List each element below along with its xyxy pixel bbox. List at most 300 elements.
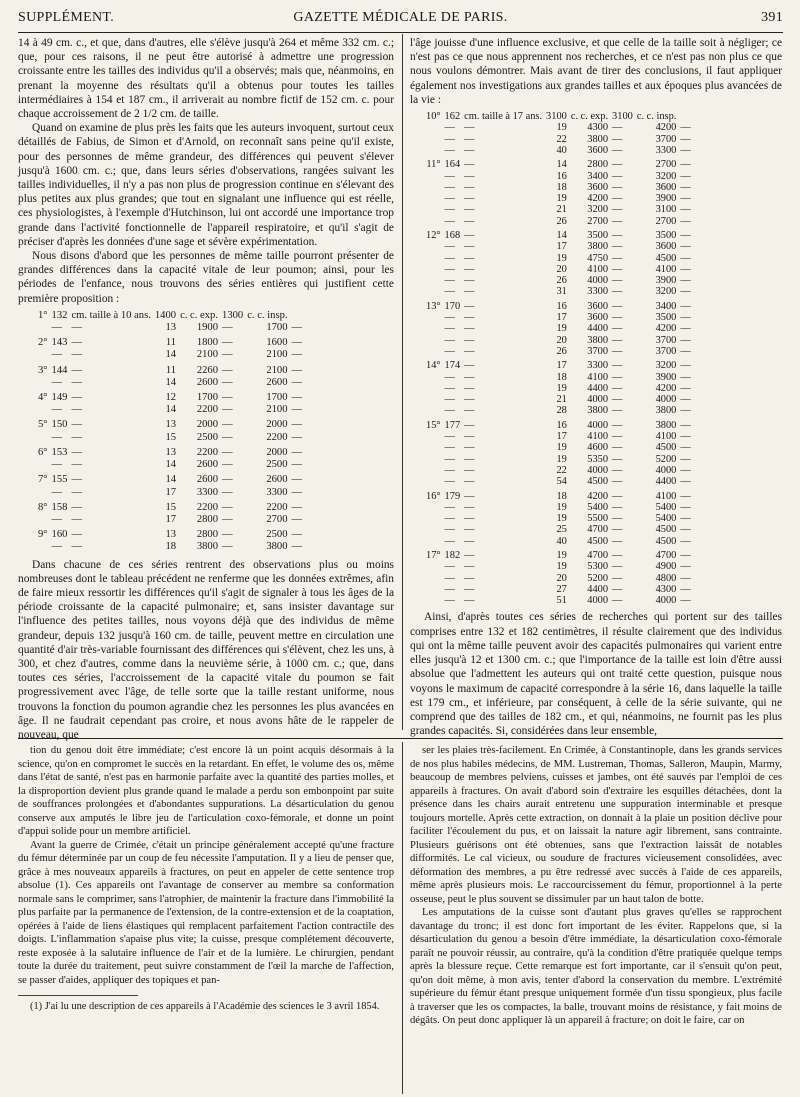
table-cell: 12 bbox=[165, 392, 177, 404]
table-cell: 3500 bbox=[587, 229, 609, 241]
table-cell: — bbox=[444, 170, 455, 182]
table-cell: — bbox=[612, 323, 623, 335]
table-cell: — bbox=[291, 459, 303, 471]
table-cell: 26 bbox=[556, 345, 567, 357]
table-cell bbox=[424, 502, 443, 513]
table-cell: 4000 bbox=[655, 464, 677, 476]
table-cell: 2500 bbox=[196, 431, 219, 443]
table-cell: 9° bbox=[38, 529, 48, 541]
table-row bbox=[424, 122, 693, 133]
table-cell: 2700 bbox=[587, 215, 609, 227]
table-cell: — bbox=[612, 371, 623, 383]
table-cell: cm. taille à 17 ans. bbox=[464, 111, 543, 123]
table-cell: 26 bbox=[556, 215, 567, 227]
table-cell: — bbox=[680, 535, 691, 547]
table-cell: 1700 bbox=[266, 322, 288, 334]
table-cell bbox=[424, 394, 443, 405]
table-cell: 17 bbox=[556, 360, 567, 372]
table-row bbox=[36, 310, 304, 322]
lower-right-paragraph-1: ser les plaies très-facilement. En Crimée, à Constantinople, dans les grands services de nos plus habiles médecins, de MM. Lustreman, Thomas, Salleron, Maupin, Marmy, beaucoup de membres pelviens, cuisses et jambes, ont été sauvés par l'emploi de ces appareils à fractures. On avait d'abord soin d'extraire les esquilles détachées, dont la présence dans les chairs aurait entretenu une suppuration interminable et presque toujours mortelle. Après cette extraction, on donnait à la plaie un position déclive pour faciliter l'écoulement du pus, et on laissait la nature agir librement, sans contrainte. Plusieurs guérisons ont été obtenues, sans que l'extraction laissât de notables difformités. Le cal vicieux, ou soudure de fractures vicieusement consolidées, avec déformation des membres, a pu être redressé avec succès à l'aide de ces appareils, même après plusieurs mois. Le raccourcissement du fémur, proportionnel à la perte osseuse, peut le plus souvent se dissimuler par un haut talon de botte. bbox=[410, 745, 782, 905]
table-cell: 18 bbox=[556, 181, 567, 193]
table-cell: — bbox=[222, 459, 233, 471]
table-cell: 3400 bbox=[655, 300, 677, 312]
table-row bbox=[424, 394, 693, 405]
lower-left-paragraph-2: Avant la guerre de Crimée, c'était un principe généralement accepté qu'une fracture du fémur déterminée par un coup de feu nécessite l'amputation. Il y a lieu de penser que, grâce à mes nouveaux appareils à fractures, on peut en appeler de cette sentence trop absolue (1). Ces appareils ont l'avantage de conserver au membre sa conformation normale sans le comprimer, sans l'atrophier, de maintenir la fracture dans l'immobilité la plus parfaite par la permanence de l'extension, de la contre-extension et de la coaptation, opérées à l'aide de liens élastiques qui remplacent parfaitement l'action contractile des doigts. L'inflammation s'apaise plus vite; la cuisse, presque complétement découverte, reste exposée à la salutaire influence de l'air et de la lumière. Le chirurgien, pendant toute la durée du traitement, peut suivre constamment de l'œil la marche de l'affection, se passer d'aides, appliquer des topiques et pan- bbox=[18, 839, 394, 986]
table-cell: 3800 bbox=[266, 541, 288, 553]
table-cell: 3300 bbox=[655, 144, 677, 156]
table-cell bbox=[36, 459, 50, 471]
table-cell: — bbox=[612, 561, 623, 573]
table-cell: — bbox=[464, 241, 475, 253]
table-cell: 4300 bbox=[587, 122, 609, 134]
table-cell: — bbox=[680, 263, 691, 275]
table-cell: — bbox=[612, 334, 623, 346]
table-cell: — bbox=[612, 513, 623, 525]
table-row bbox=[424, 312, 693, 323]
table-row bbox=[424, 204, 693, 215]
table-cell: 2200 bbox=[196, 446, 219, 458]
table-cell: — bbox=[464, 323, 475, 335]
table-cell: — bbox=[464, 170, 475, 182]
table-cell: — bbox=[464, 442, 475, 454]
table-cell: 3600 bbox=[587, 181, 609, 193]
table-cell: — bbox=[464, 204, 475, 216]
table-row bbox=[424, 524, 693, 535]
table-cell: 11 bbox=[165, 337, 177, 349]
table-cell: — bbox=[464, 334, 475, 346]
table-cell: 15 bbox=[165, 501, 177, 513]
table-cell: — bbox=[71, 392, 83, 404]
table-cell: 4000 bbox=[587, 419, 609, 431]
table-cell: — bbox=[680, 595, 691, 607]
table-cell: — bbox=[71, 419, 83, 431]
table-cell: 3900 bbox=[655, 275, 677, 287]
table-cell: — bbox=[612, 394, 623, 406]
table-cell: — bbox=[464, 229, 475, 241]
table-cell: 4000 bbox=[587, 275, 609, 287]
table-cell: 4600 bbox=[587, 442, 609, 454]
lower-left-column bbox=[18, 744, 394, 1013]
table-row bbox=[424, 335, 693, 346]
table-cell: 2200 bbox=[266, 501, 288, 513]
table-cell: — bbox=[464, 144, 475, 156]
table-row bbox=[424, 442, 693, 453]
table-cell: 3800 bbox=[196, 541, 219, 553]
table-cell: — bbox=[222, 446, 233, 458]
table-cell: 14 bbox=[556, 229, 567, 241]
table-cell: 3200 bbox=[655, 286, 677, 298]
table-cell: 2° bbox=[38, 337, 48, 349]
table-row bbox=[424, 476, 693, 487]
table-row bbox=[36, 432, 304, 444]
table-cell: — bbox=[71, 376, 83, 388]
table-cell: 4700 bbox=[587, 550, 609, 561]
table-cell: — bbox=[612, 275, 623, 287]
table-cell: 4500 bbox=[655, 252, 677, 264]
table-cell bbox=[36, 487, 50, 499]
table-cell: — bbox=[680, 453, 691, 465]
table-cell: 5500 bbox=[587, 513, 609, 525]
table-cell: 182 bbox=[444, 550, 461, 561]
table-cell: 3600 bbox=[587, 312, 609, 324]
table-cell: 17 bbox=[556, 312, 567, 324]
table-cell: — bbox=[444, 215, 455, 227]
table-cell: 19 bbox=[556, 193, 567, 205]
table-cell: 2800 bbox=[196, 529, 219, 541]
table-cell: — bbox=[464, 193, 475, 205]
table-cell: — bbox=[444, 431, 455, 443]
footnote: (1) J'ai lu une description de ces appareils à l'Académie des sciences le 3 avril 1854. bbox=[30, 1001, 380, 1012]
table-cell: — bbox=[612, 501, 623, 513]
table-cell: — bbox=[444, 312, 455, 324]
table-cell bbox=[424, 372, 443, 383]
table-cell: 19 bbox=[556, 550, 567, 561]
table-cell: 14° bbox=[426, 360, 441, 372]
table-cell: 54 bbox=[556, 476, 567, 488]
table-cell: — bbox=[291, 431, 303, 443]
table-row bbox=[424, 465, 693, 476]
table-cell: — bbox=[291, 446, 303, 458]
table-cell: — bbox=[680, 252, 691, 264]
table-cell bbox=[36, 322, 50, 334]
table-cell bbox=[36, 541, 50, 553]
table-cell: 3800 bbox=[587, 334, 609, 346]
table-row bbox=[424, 383, 693, 394]
table-cell: 3900 bbox=[655, 371, 677, 383]
table-cell: — bbox=[444, 193, 455, 205]
table-cell: 4000 bbox=[587, 595, 609, 607]
table-cell: 4700 bbox=[587, 524, 609, 536]
right-paragraph-2: Ainsi, d'après toutes ces séries de recherches qui portent sur des tailles comprises entre 132 et 182 centimètres, il résulte clairement que des individus qui ont la même taille peuvent avoir des capacités pulmonaires qui varient entre elles jusqu'à 12 et 1300 cm. c.; que l'importance de la taille est loin d'être aussi absolue que l'admettent les auteurs qui ont traité cette question, puisque nous voyons le maximum de capacité correspondre à la série 16, dans laquelle la taille est 179 cm., et inférieure, par conséquent, à celle de la série suivante, qui ne comprend que des tailles de 182 cm., et qui, néanmoins, ne fournit pas les plus grandes capacités. Si, considérées dans leur ensemble, bbox=[410, 611, 782, 738]
table-cell: 132 bbox=[51, 309, 68, 321]
table-cell: 17 bbox=[165, 486, 177, 498]
table-row bbox=[424, 216, 693, 227]
table-cell: — bbox=[444, 241, 455, 253]
table-cell: 160 bbox=[51, 529, 68, 541]
table-cell: — bbox=[680, 193, 691, 205]
table-cell: — bbox=[51, 541, 63, 553]
table-cell: — bbox=[444, 275, 455, 287]
table-cell: — bbox=[680, 419, 691, 431]
table-cell bbox=[424, 454, 443, 465]
header-page-number: 391 bbox=[761, 10, 783, 25]
table-cell bbox=[424, 335, 443, 346]
table-cell: 2100 bbox=[266, 349, 288, 361]
table-cell: — bbox=[612, 345, 623, 357]
table-cell bbox=[424, 346, 443, 357]
table-cell: — bbox=[464, 252, 475, 264]
table-row bbox=[424, 298, 693, 312]
table-cell: 7° bbox=[38, 474, 48, 486]
table-cell: 16 bbox=[556, 170, 567, 182]
table-cell: — bbox=[612, 252, 623, 264]
table-cell bbox=[424, 536, 443, 547]
table-row bbox=[36, 514, 304, 526]
table-cell: — bbox=[612, 170, 623, 182]
table-cell: — bbox=[291, 529, 303, 541]
table-cell bbox=[424, 431, 443, 442]
table-cell: — bbox=[464, 300, 475, 312]
table-cell: — bbox=[444, 464, 455, 476]
table-cell: 1300 bbox=[222, 309, 244, 321]
table-cell: — bbox=[612, 181, 623, 193]
table-row bbox=[424, 275, 693, 286]
table-cell: 1° bbox=[38, 309, 48, 321]
table-cell: — bbox=[444, 181, 455, 193]
table-cell: — bbox=[464, 561, 475, 573]
table-cell: — bbox=[680, 360, 691, 372]
table-cell: — bbox=[71, 404, 83, 416]
table-cell: 158 bbox=[51, 501, 68, 513]
table-cell: — bbox=[291, 337, 303, 349]
table-cell: — bbox=[444, 371, 455, 383]
table-cell: cm. taille à 10 ans. bbox=[71, 309, 151, 321]
table-cell bbox=[424, 524, 443, 535]
table-cell: 19 bbox=[556, 442, 567, 454]
table-cell: 2100 bbox=[196, 349, 219, 361]
table-row bbox=[36, 541, 304, 553]
right-paragraph-1: l'âge jouisse d'une influence exclusive, et que celle de la taille soit à négliger; ce n'est pas ce que nous apprennent nos recherches, et ce n'est pas non plus ce que nous voulons démontrer. Mais avant de tirer des conclusions, il faut appliquer également nos investigations aux grandes tailles et aux époques plus avancées de la vie : bbox=[410, 37, 782, 106]
table-row bbox=[424, 417, 693, 431]
table-cell: — bbox=[222, 513, 233, 525]
table-cell: — bbox=[444, 476, 455, 488]
table-cell: — bbox=[222, 541, 233, 553]
table-cell: 4200 bbox=[587, 193, 609, 205]
table-cell: — bbox=[444, 405, 455, 417]
table-row bbox=[424, 595, 693, 606]
table-cell: — bbox=[444, 535, 455, 547]
table-cell: — bbox=[680, 241, 691, 253]
table-cell: — bbox=[612, 312, 623, 324]
table-cell bbox=[424, 204, 443, 215]
table-cell: — bbox=[291, 513, 303, 525]
table-cell: 155 bbox=[51, 474, 68, 486]
table-cell: — bbox=[444, 572, 455, 584]
table-row bbox=[36, 487, 304, 499]
table-cell: — bbox=[464, 133, 475, 145]
table-cell: — bbox=[444, 334, 455, 346]
table-cell bbox=[36, 514, 50, 526]
table-cell: — bbox=[464, 371, 475, 383]
table-cell: — bbox=[612, 133, 623, 145]
table-cell: 40 bbox=[556, 535, 567, 547]
table-cell: — bbox=[680, 431, 691, 443]
column-divider bbox=[402, 34, 403, 730]
table-cell: 4400 bbox=[587, 323, 609, 335]
table-cell: 3600 bbox=[587, 300, 609, 312]
table-cell: — bbox=[680, 215, 691, 227]
table-cell bbox=[424, 573, 443, 584]
table-cell: 51 bbox=[556, 595, 567, 607]
table-cell bbox=[424, 595, 443, 606]
table-cell: — bbox=[222, 337, 233, 349]
table-cell: 4100 bbox=[587, 263, 609, 275]
table-cell: 4100 bbox=[655, 263, 677, 275]
table-cell: 19 bbox=[556, 561, 567, 573]
table-cell bbox=[424, 584, 443, 595]
table-cell: 13 bbox=[165, 322, 177, 334]
table-cell: — bbox=[71, 364, 83, 376]
table-cell: 174 bbox=[444, 360, 461, 372]
table-cell: — bbox=[612, 300, 623, 312]
table-cell: 3800 bbox=[655, 419, 677, 431]
table-row bbox=[36, 499, 304, 514]
table-cell: — bbox=[222, 392, 233, 404]
table-cell: — bbox=[612, 405, 623, 417]
table-cell: 14 bbox=[165, 404, 177, 416]
table-cell: — bbox=[680, 286, 691, 298]
table-cell: 4400 bbox=[587, 583, 609, 595]
table-row bbox=[424, 405, 693, 416]
table-row bbox=[36, 416, 304, 431]
table-cell: c. c. insp. bbox=[636, 111, 677, 123]
table-cell: 27 bbox=[556, 583, 567, 595]
table-cell: 5350 bbox=[587, 453, 609, 465]
table-cell: — bbox=[222, 474, 233, 486]
header-journal-title: GAZETTE MÉDICALE DE PARIS. bbox=[293, 10, 508, 25]
table-cell: 3800 bbox=[587, 241, 609, 253]
table-row bbox=[36, 526, 304, 541]
table-cell: — bbox=[291, 376, 303, 388]
table-cell: 16 bbox=[556, 419, 567, 431]
table-cell: 4400 bbox=[587, 382, 609, 394]
table-cell bbox=[424, 182, 443, 193]
table-cell: 3100 bbox=[655, 204, 677, 216]
table-cell: 8° bbox=[38, 501, 48, 513]
table-cell: — bbox=[464, 405, 475, 417]
table-cell: — bbox=[444, 394, 455, 406]
table-cell: 4100 bbox=[587, 371, 609, 383]
table-cell: — bbox=[680, 476, 691, 488]
table-row bbox=[424, 227, 693, 241]
table-cell: 20 bbox=[556, 263, 567, 275]
table-cell: 6° bbox=[38, 446, 48, 458]
newspaper-page bbox=[18, 0, 783, 1097]
table-cell: — bbox=[680, 275, 691, 287]
table-cell: — bbox=[71, 337, 83, 349]
table-cell bbox=[424, 442, 443, 453]
table-cell bbox=[424, 405, 443, 416]
table-cell: — bbox=[612, 286, 623, 298]
table-cell: 19 bbox=[556, 513, 567, 525]
table-row bbox=[424, 286, 693, 297]
table-cell: 18 bbox=[165, 541, 177, 553]
table-cell: 3200 bbox=[587, 204, 609, 216]
table-cell: — bbox=[680, 561, 691, 573]
table-cell bbox=[424, 216, 443, 227]
table-cell: — bbox=[612, 229, 623, 241]
table-cell: — bbox=[680, 524, 691, 536]
table-cell: 4100 bbox=[655, 431, 677, 443]
table-cell: 20 bbox=[556, 334, 567, 346]
table-row bbox=[424, 193, 693, 204]
table-row bbox=[424, 488, 693, 502]
table-cell: 4500 bbox=[587, 476, 609, 488]
table-cell: 3300 bbox=[266, 486, 288, 498]
table-cell: 2600 bbox=[196, 376, 219, 388]
table-cell: 5200 bbox=[655, 453, 677, 465]
table-cell: — bbox=[51, 431, 63, 443]
table-cell: — bbox=[612, 524, 623, 536]
table-row bbox=[424, 357, 693, 371]
table-cell: — bbox=[71, 349, 83, 361]
table-row bbox=[424, 561, 693, 572]
table-cell bbox=[424, 312, 443, 323]
table-cell: 2000 bbox=[266, 446, 288, 458]
table-cell: — bbox=[612, 550, 623, 561]
table-cell: — bbox=[464, 159, 475, 171]
table-cell: 10° bbox=[426, 111, 441, 123]
table-cell: 22 bbox=[556, 464, 567, 476]
table-cell: — bbox=[680, 204, 691, 216]
table-cell: — bbox=[680, 345, 691, 357]
table-cell bbox=[424, 286, 443, 297]
table-cell: — bbox=[680, 323, 691, 335]
table-row bbox=[424, 264, 693, 275]
table-cell: 3600 bbox=[587, 144, 609, 156]
table-cell: — bbox=[291, 419, 303, 431]
table-cell: 2700 bbox=[655, 215, 677, 227]
table-cell bbox=[424, 253, 443, 264]
table-cell: 2260 bbox=[196, 364, 219, 376]
table-cell: — bbox=[51, 404, 63, 416]
table-cell: 19 bbox=[556, 453, 567, 465]
table-cell: 12° bbox=[426, 229, 441, 241]
table-row bbox=[36, 459, 304, 471]
table-cell: c. c. insp. bbox=[247, 309, 288, 321]
table-cell: — bbox=[464, 572, 475, 584]
table-cell: 177 bbox=[444, 419, 461, 431]
table-row bbox=[424, 346, 693, 357]
table-cell: 17 bbox=[556, 431, 567, 443]
table-cell: 5200 bbox=[587, 572, 609, 584]
table-row bbox=[36, 404, 304, 416]
table-cell: — bbox=[71, 459, 83, 471]
table-cell: — bbox=[444, 204, 455, 216]
table-cell: 5400 bbox=[655, 513, 677, 525]
right-data-table bbox=[424, 111, 693, 606]
table-cell: 14 bbox=[165, 459, 177, 471]
table-cell: 2500 bbox=[266, 529, 288, 541]
table-row bbox=[424, 431, 693, 442]
table-cell: 4700 bbox=[655, 550, 677, 561]
table-cell: — bbox=[680, 181, 691, 193]
table-cell: — bbox=[464, 513, 475, 525]
table-cell: c. c. exp. bbox=[180, 309, 219, 321]
table-cell: — bbox=[444, 122, 455, 134]
table-cell: 4100 bbox=[587, 431, 609, 443]
table-cell bbox=[424, 134, 443, 145]
table-cell: — bbox=[464, 382, 475, 394]
table-cell bbox=[36, 349, 50, 361]
table-cell bbox=[424, 275, 443, 286]
table-cell: 14 bbox=[165, 474, 177, 486]
table-cell: — bbox=[444, 144, 455, 156]
table-cell: 5° bbox=[38, 419, 48, 431]
table-cell: — bbox=[464, 490, 475, 502]
table-cell: 2600 bbox=[196, 459, 219, 471]
left-paragraph-1: 14 à 49 cm. c., et que, dans d'autres, elle s'élève jusqu'à 264 et même 332 cm. c.; que, pour ces raisons, il ne peut être autorisé à admettre une progression croissante entre les tailles des individus qu'il a observés; mais que, néanmoins, en prenant la moyenne des résultats qu'il a obtenus pour toutes les tailles intermédiaires à 154 et 187 cm., il arriverait au nombre fictif de 152 cm. c. pour chaque accroissement de 2 1/2 cm. de taille. bbox=[18, 37, 394, 121]
table-cell: 143 bbox=[51, 337, 68, 349]
table-cell: — bbox=[464, 286, 475, 298]
table-cell: 1400 bbox=[154, 309, 177, 321]
table-cell: — bbox=[612, 144, 623, 156]
table-row bbox=[36, 334, 304, 349]
table-cell: 4400 bbox=[655, 476, 677, 488]
table-cell: 3900 bbox=[655, 193, 677, 205]
table-cell bbox=[424, 122, 443, 133]
table-cell bbox=[36, 432, 50, 444]
